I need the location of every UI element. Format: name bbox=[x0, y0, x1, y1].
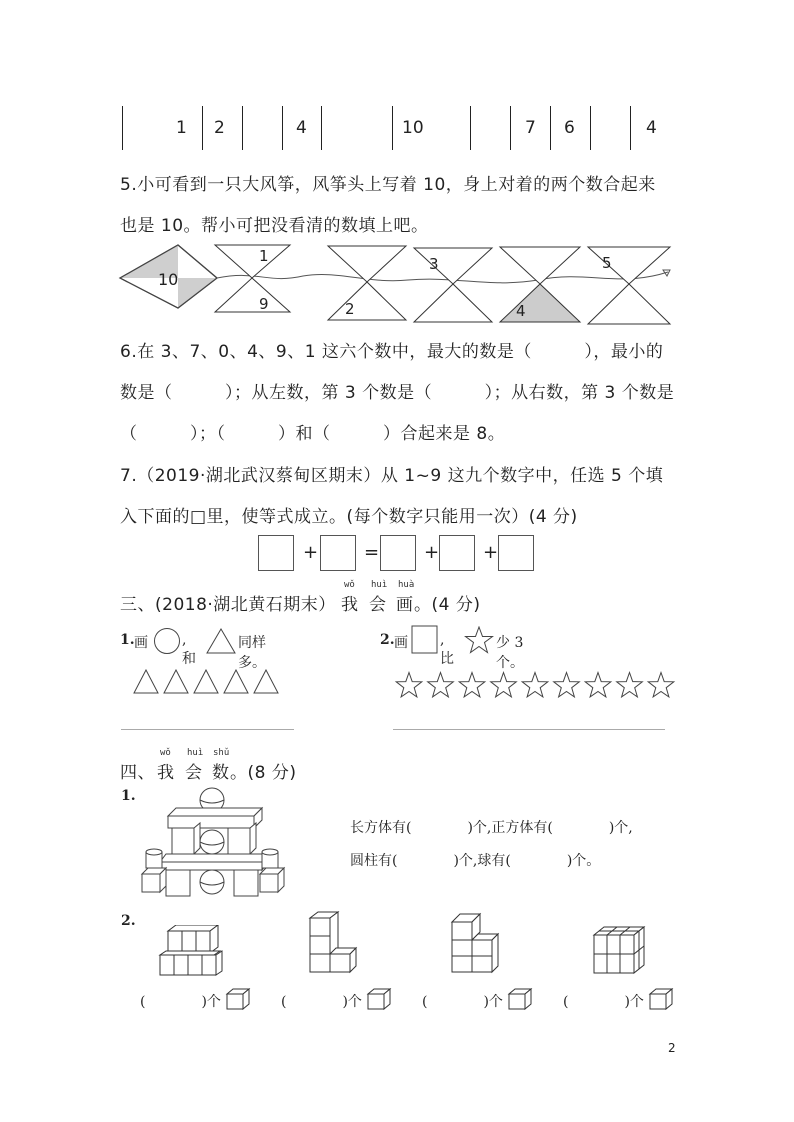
star bbox=[396, 673, 422, 697]
cube-stack-1 bbox=[158, 925, 228, 977]
circle-icon bbox=[153, 627, 181, 655]
cuboid bbox=[172, 828, 194, 854]
equation bbox=[258, 535, 538, 573]
cube-icon bbox=[648, 988, 674, 1010]
title-char: 我 bbox=[341, 595, 359, 615]
section4-title-prefix: 四、 bbox=[120, 763, 155, 783]
cuboid bbox=[168, 808, 262, 816]
answer-box[interactable] bbox=[258, 535, 294, 571]
pinyin: shǔ bbox=[213, 748, 230, 758]
item-number: 2. bbox=[380, 632, 395, 648]
page-number: 2 bbox=[668, 1041, 676, 1055]
cuboid bbox=[228, 828, 250, 854]
title-char: 我 bbox=[157, 763, 175, 783]
hourglass-bottom-number: 4 bbox=[516, 302, 526, 320]
cube-answer-text: ( )个 bbox=[422, 994, 503, 1010]
triangle bbox=[164, 670, 188, 693]
triangle bbox=[254, 670, 278, 693]
answer-box[interactable] bbox=[320, 535, 356, 571]
table-cell: 2 bbox=[214, 118, 225, 138]
hourglass-2 bbox=[328, 246, 406, 320]
q7-line1: 7.（2019·湖北武汉蔡甸区期末）从 1~9 这九个数字中，任选 5 个填 bbox=[120, 466, 664, 486]
item-text: , 和 bbox=[182, 632, 196, 667]
triangle bbox=[224, 670, 248, 693]
square-icon bbox=[411, 625, 439, 655]
building-blocks-figure bbox=[136, 786, 286, 898]
star bbox=[459, 673, 485, 697]
q6-line3: （ ）；（ ）和（ ）合起来是 8。 bbox=[120, 424, 506, 444]
section3-title-prefix: 三、(2018·湖北黄石期末） bbox=[120, 595, 336, 615]
kite-head-number: 10 bbox=[158, 270, 179, 289]
cube-icon bbox=[507, 988, 533, 1010]
triangle bbox=[134, 670, 158, 693]
cube-answer[interactable] bbox=[281, 988, 392, 1011]
star bbox=[428, 673, 454, 697]
cube-stack-2 bbox=[306, 910, 361, 976]
star-row bbox=[394, 671, 679, 701]
count-line-1: 长方体有( )个,正方体有( )个, bbox=[350, 820, 633, 836]
q7-line2: 入下面的□里，使等式成立。(每个数字只能用一次）(4 分) bbox=[120, 507, 578, 527]
title-char: 画 bbox=[396, 595, 414, 615]
cube bbox=[260, 874, 278, 892]
cuboid bbox=[166, 870, 190, 896]
sphere bbox=[200, 830, 224, 854]
table-cell: 1 bbox=[176, 118, 187, 138]
number-table-right bbox=[392, 106, 672, 150]
star bbox=[617, 673, 643, 697]
q5-line1: 5.小可看到一只大风筝，风筝头上写着 10，身上对着的两个数合起来 bbox=[120, 175, 656, 195]
answer-box[interactable] bbox=[380, 535, 416, 571]
star bbox=[491, 673, 517, 697]
pinyin: wǒ bbox=[160, 748, 171, 758]
pinyin: wǒ bbox=[344, 580, 355, 590]
hourglass-bottom-number: 2 bbox=[345, 300, 355, 318]
answer-line[interactable] bbox=[393, 729, 665, 730]
cube-stack-3 bbox=[446, 910, 506, 976]
item-text: 少 3 个。 bbox=[496, 635, 524, 671]
triangle bbox=[194, 670, 218, 693]
sphere bbox=[200, 870, 224, 894]
cuboid bbox=[234, 870, 258, 896]
star bbox=[585, 673, 611, 697]
answer-box[interactable] bbox=[439, 535, 475, 571]
q6-line2: 数是（ ）；从左数，第 3 个数是（ ）；从右数，第 3 个数是 bbox=[120, 383, 675, 403]
item-number: 2. bbox=[121, 913, 136, 929]
answer-box[interactable] bbox=[498, 535, 534, 571]
cube-answer[interactable] bbox=[422, 988, 533, 1011]
cube-icon bbox=[366, 988, 392, 1010]
pinyin: huì bbox=[187, 748, 204, 758]
item-text: 同样多。 bbox=[238, 635, 266, 671]
cube-answer-text: ( )个 bbox=[281, 994, 362, 1010]
hourglass-top-number: 3 bbox=[429, 255, 439, 273]
answer-line[interactable] bbox=[121, 729, 294, 730]
table-cell: 4 bbox=[646, 118, 657, 138]
kite-figure bbox=[118, 240, 683, 328]
item-text: , 比 bbox=[440, 632, 454, 667]
hourglass-3 bbox=[414, 248, 492, 322]
plus-sign: + bbox=[424, 542, 440, 563]
hourglass-top-number: 5 bbox=[602, 254, 612, 272]
table-cell: 4 bbox=[296, 118, 307, 138]
hourglass-4 bbox=[500, 247, 580, 322]
plus-sign: + bbox=[303, 542, 319, 563]
section4-title-suffix: 。(8 分) bbox=[230, 763, 297, 783]
cube-answer[interactable] bbox=[140, 988, 251, 1011]
cube-stack-4 bbox=[590, 925, 650, 977]
item-text: 画 bbox=[134, 635, 148, 651]
q6-line1: 6.在 3、7、0、4、9、1 这六个数中，最大的数是（ ），最小的 bbox=[120, 342, 664, 362]
pinyin: huì bbox=[371, 580, 388, 590]
triangle-row bbox=[133, 668, 288, 696]
hourglass-bottom-number: 9 bbox=[259, 295, 269, 313]
section3-title-suffix: 。(4 分) bbox=[414, 595, 481, 615]
table-cell: 6 bbox=[564, 118, 575, 138]
cube bbox=[142, 874, 160, 892]
hourglass-top-number: 1 bbox=[259, 247, 269, 265]
number-table-left bbox=[122, 106, 322, 150]
item-number: 1. bbox=[121, 788, 136, 804]
item-text: 画 bbox=[394, 635, 408, 651]
cuboid bbox=[168, 816, 254, 828]
star bbox=[522, 673, 548, 697]
cube-answer-text: ( )个 bbox=[563, 994, 644, 1010]
title-char: 会 bbox=[369, 595, 387, 615]
cube-icon bbox=[225, 988, 251, 1010]
equals-sign: = bbox=[364, 542, 380, 563]
pinyin: huà bbox=[398, 580, 415, 590]
cube-answer-text: ( )个 bbox=[140, 994, 221, 1010]
title-char: 会 bbox=[185, 763, 203, 783]
count-line-2: 圆柱有( )个,球有( )个。 bbox=[350, 853, 601, 869]
cube-answer[interactable] bbox=[563, 988, 674, 1011]
plus-sign: + bbox=[483, 542, 499, 563]
q5-line2: 也是 10。帮小可把没看清的数填上吧。 bbox=[120, 216, 429, 236]
star bbox=[554, 673, 580, 697]
item-number: 1. bbox=[120, 632, 135, 648]
title-char: 数 bbox=[212, 763, 230, 783]
hourglass-5 bbox=[588, 247, 670, 324]
star bbox=[648, 673, 674, 697]
table-cell: 10 bbox=[402, 118, 424, 138]
triangle-icon bbox=[206, 627, 236, 655]
table-cell: 7 bbox=[525, 118, 536, 138]
cuboid bbox=[160, 862, 262, 870]
star-icon bbox=[464, 626, 494, 654]
